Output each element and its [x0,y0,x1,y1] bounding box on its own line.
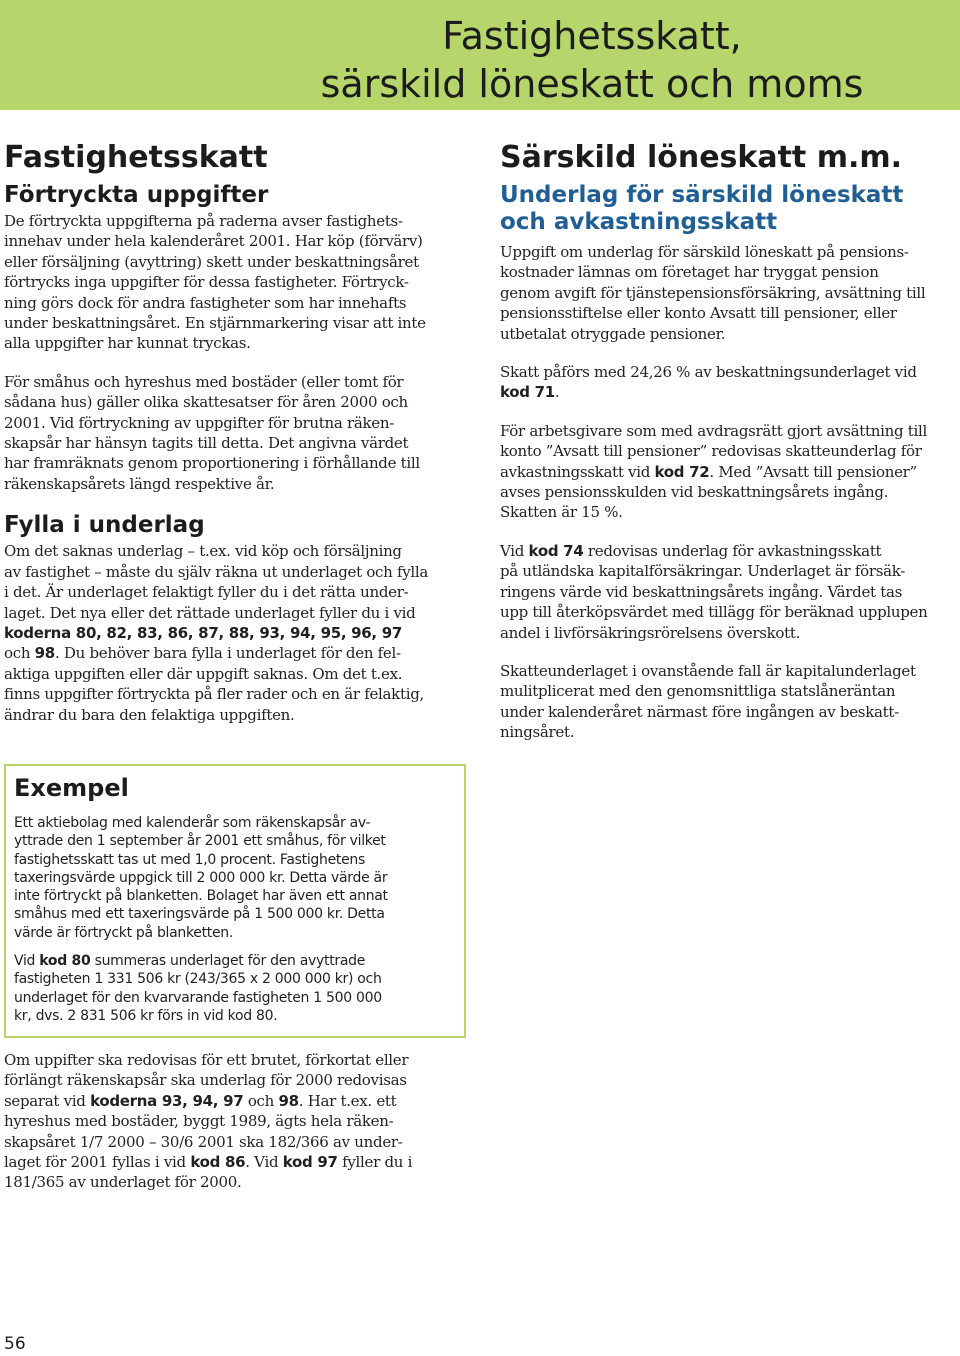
text-line: i det. Är underlaget felaktigt fyller du i det rätta under- [4,583,409,602]
text-fragment: avkastningsskatt vid [500,462,655,481]
text-line: laget. Det nya eller det rättade underlaget fyller du i vid [4,603,416,622]
title-banner [0,0,960,110]
text-line: genom avgift för tjänstepensionsförsäkring, avsättning till [500,283,926,302]
text-line: skapsår har hänsyn tagits till detta. Det angivna värdet [4,434,409,453]
text-line: ningsåret. [500,723,575,742]
example-paragraph-2 [14,952,456,1025]
text-fragment: . Med ”Avsatt till pensioner” [709,462,917,481]
text-line [500,541,952,561]
text-line: andel i livförsäkringsrörelsens överskott. [500,623,801,642]
text-line: eller försäljning (avyttring) skett under beskattningsåret [4,252,419,271]
text-line [500,382,952,402]
code-list: koderna 93, 94, 97 [90,1091,244,1110]
text-line: taxeringsvärde uppgick till 2 000 000 kr. Detta värde är [14,869,388,886]
page-title-line-2: särskild löneskatt och moms [320,62,864,106]
text-fragment: fyller du i [337,1153,413,1172]
example-paragraph-1 [14,814,456,942]
code-label: kod 72 [654,462,710,481]
text-line: inte förtryckt på blanketten. Bolaget har även ett annat [14,888,388,905]
text-line: Skatt påförs med 24,26 % av beskattningsunderlaget vid [500,363,917,382]
text-fragment: . Du behöver bara fylla i underlaget för den fel- [54,644,401,663]
text-fragment: . Vid [245,1153,283,1172]
right-column [500,140,952,761]
text-line: under kalenderåret närmast före ingången av beskatt- [500,702,899,721]
subheading-fylla-i-underlag: Fylla i underlag [4,512,205,539]
page-title-line-1: Fastighetsskatt, [442,14,742,58]
text-line: fastighetsskatt tas ut med 1,0 procent. Fastighetens [14,851,365,868]
text-line: av fastighet – måste du själv räkna ut underlaget och fylla [4,562,429,581]
text-line: 181/365 av underlaget för 2000. [4,1173,242,1192]
text-line: fastigheten 1 331 506 kr (243/365 x 2 000 000 kr) och [14,971,382,988]
text-line: har framräknats genom proportionering i förhållande till [4,454,420,473]
text-line: Om uppifter ska redovisas för ett brutet, förkortat eller [4,1051,409,1069]
text-line: upp till återköpsvärdet med tillägg för beräknad upplupen [500,603,928,622]
code-label: kod 97 [282,1153,338,1172]
code-label: kod 71 [500,383,555,402]
text-line: mulitplicerat med den genomsnittliga statslåneräntan [500,682,896,701]
paragraph-fylla-i [4,541,449,725]
text-fragment: och [4,644,35,663]
text-line [4,1152,454,1172]
text-line: 2001. Vid förtryckning av uppgifter för brutna räken- [4,413,394,432]
text-line: ning görs dock för andra fastigheter som har innehafts [4,293,407,312]
text-line: konto ”Avsatt till pensioner” redovisas skatteunderlag för [500,442,922,461]
text-line: småhus med ett taxeringsvärde på 1 500 000 kr. Detta [14,906,385,923]
page-number: 56 [4,1334,26,1354]
text-fragment: Vid [14,953,40,970]
text-line [500,462,952,482]
text-line: finns uppgifter förtryckta på fler rader och en är felaktig, [4,685,424,704]
text-line: pensionsstiftelse eller konto Avsatt till pensioner, eller [500,304,897,323]
text-fragment: Vid [500,541,529,560]
text-fragment: . Har t.ex. ett [298,1091,397,1110]
paragraph-arbetsgivare [500,421,952,523]
text-line: aktiga uppgiften eller där uppgift saknas. Om det t.ex. [4,664,403,683]
text-line: hyreshus med bostäder, byggt 1989, ägts hela räken- [4,1112,394,1131]
text-line: kr, dvs. 2 831 506 kr förs in vid kod 80. [14,1007,278,1024]
text-line: Skatteunderlaget i ovanstående fall är kapitalunderlaget [500,661,916,680]
subheading-underlag [500,182,952,236]
paragraph-skatteunderlaget [500,661,952,743]
section-heading-sarskild-loneskatt: Särskild löneskatt m.m. [500,140,903,175]
page-title [242,12,942,108]
code-label: kod 80 [39,953,91,970]
example-box [4,764,466,1038]
code-label: 98 [278,1091,299,1110]
text-line [14,952,456,970]
text-line: sådana hus) gäller olika skattesatser för åren 2000 och [4,393,408,412]
text-line: innehav under hela kalenderåret 2001. Har köp (förvärv) [4,232,423,251]
text-line [4,1091,454,1111]
text-fragment: redovisas underlag för avkastningsskatt [583,541,882,560]
text-line: ändrar du bara den felaktiga uppgiften. [4,705,295,724]
text-line: För arbetsgivare som med avdragsrätt gjort avsättning till [500,421,927,440]
text-line: på utländska kapitalförsäkringar. Underlaget är försäk- [500,562,906,581]
paragraph-fortryckta [4,211,449,354]
example-heading: Exempel [14,774,129,802]
text-line: räkenskapsårets längd respektive år. [4,474,275,493]
text-line: Om det saknas underlag – t.ex. vid köp och försäljning [4,542,402,561]
code-label: kod 86 [190,1153,246,1172]
text-line: Skatten är 15 %. [500,503,623,522]
code-label: 98 [34,644,55,663]
text-line: För småhus och hyreshus med bostäder (eller tomt för [4,372,404,391]
subheading-line: Underlag för särskild löneskatt [500,182,904,208]
paragraph-kod-74 [500,541,952,643]
text-fragment: laget för 2001 fyllas i vid [4,1153,191,1172]
paragraph-underlag [500,242,952,344]
subheading-line: och avkastningsskatt [500,209,778,235]
text-line: Ett aktiebolag med kalenderår som räkenskapsår av- [14,815,371,831]
text-line: förlängt räkenskapsår ska underlag för 2000 redovisas [4,1071,407,1090]
text-fragment: summeras underlaget för den avyttrade [90,953,366,970]
text-line: alla uppgifter har kunnat tryckas. [4,334,251,353]
paragraph-brutet [4,1050,454,1193]
left-column [4,140,449,743]
text-line: förtrycks inga uppgifter för dessa fastigheter. Förtryck- [4,273,409,292]
brutet-rakenskapsar-section [4,1050,454,1211]
text-line [4,643,449,663]
text-line: ringens värde vid beskattningsårets ingång. Värdet tas [500,582,902,601]
paragraph-smahus [4,372,449,494]
code-list: koderna 80, 82, 83, 86, 87, 88, 93, 94, 95, 96, 97 [4,623,403,642]
text-fragment: och [243,1091,279,1110]
text-line: skapsåret 1/7 2000 – 30/6 2001 ska 182/366 av under- [4,1132,403,1151]
text-line: kostnader lämnas om företaget har tryggat pension [500,263,879,282]
text-line: Uppgift om underlag för särskild löneskatt på pensions- [500,243,909,261]
text-line: utbetalat otryggade pensioner. [500,324,726,343]
code-label: kod 74 [528,541,584,560]
text-line: underlaget för den kvarvarande fastigheten 1 500 000 [14,989,382,1006]
text-fragment: . [554,383,560,402]
text-line: De förtryckta uppgifterna på raderna avser fastighets- [4,212,403,230]
text-line: värde är förtryckt på blanketten. [14,924,234,941]
subheading-fortryckta-uppgifter: Förtryckta uppgifter [4,182,269,208]
section-heading-fastighetsskatt: Fastighetsskatt [4,140,268,175]
text-fragment: separat vid [4,1091,91,1110]
paragraph-skatt-pafors [500,362,952,403]
text-line: avses pensionsskulden vid beskattningsårets ingång. [500,483,889,502]
text-line: under beskattningsåret. En stjärnmarkering visar att inte [4,314,426,333]
text-line: yttrade den 1 september år 2001 ett småhus, för vilket [14,833,386,850]
